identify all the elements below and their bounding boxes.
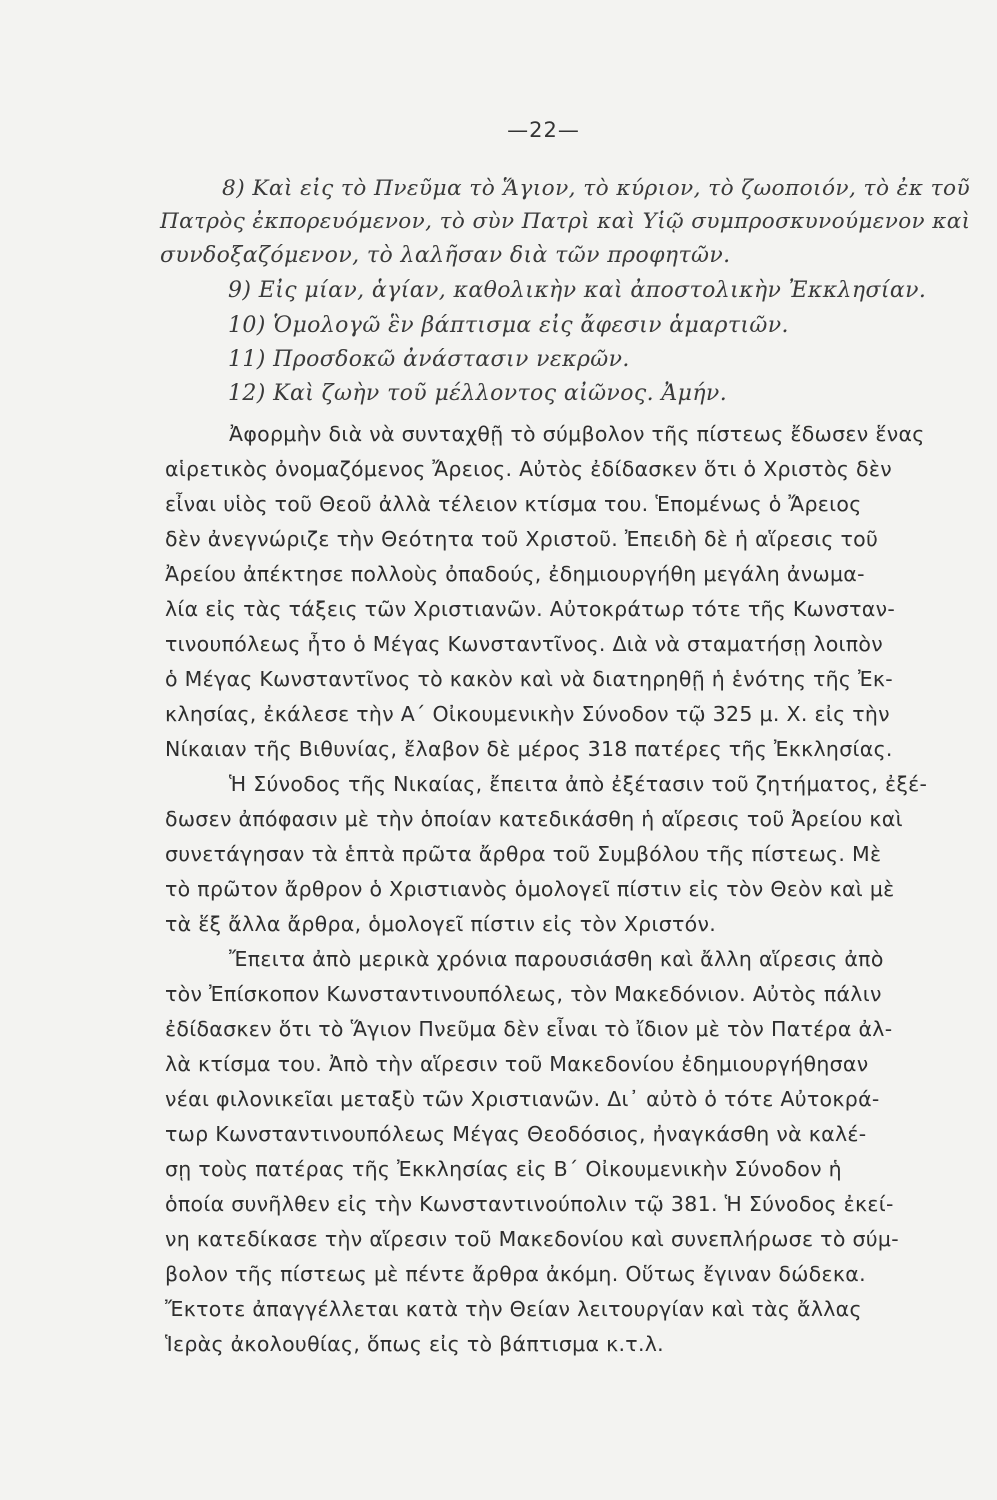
body-line: αἱρετικὸς ὀνομαζόμενος Ἄρειος. Αὐτὸς ἐδίδασκεν ὅτι ὁ Χριστὸς δὲν (165, 457, 892, 481)
body-line: ὁποία συνῆλθεν εἰς τὴν Κωνσταντινούπολιν τῷ 381. Ἡ Σύνοδος ἐκεί- (165, 1192, 894, 1216)
body-line: Ἱερὰς ἀκολουθίας, ὅπως εἰς τὸ βάπτισμα κ.τ.λ. (165, 1332, 665, 1356)
body-line: Ἔκτοτε ἀπαγγέλλεται κατὰ τὴν Θείαν λειτουργίαν καὶ τὰς ἄλλας (165, 1297, 862, 1321)
creed-line: Πατρὸς ἐκπορευόμενον, τὸ σὺν Πατρὶ καὶ Υἱῷ συμπροσκυνούμενον καὶ (160, 209, 971, 234)
body-line: τὸν Ἐπίσκοπον Κωνσταντινουπόλεως, τὸν Μακεδόνιον. Αὐτὸς πάλιν (165, 982, 882, 1006)
creed-line: 12) Καὶ ζωὴν τοῦ μέλλοντος αἰῶνος. Ἀμήν. (228, 381, 728, 406)
body-line: Ἀρείου ἀπέκτησε πολλοὺς ὀπαδούς, ἐδημιουργήθη μεγάλη ἀνωμα- (165, 562, 865, 586)
page-number: —22— (507, 118, 580, 142)
body-line: τὰ ἕξ ἄλλα ἄρθρα, ὁμολογεῖ πίστιν εἰς τὸν Χριστόν. (165, 912, 717, 936)
body-line: τὸ πρῶτον ἄρθρον ὁ Χριστιανὸς ὁμολογεῖ πίστιν εἰς τὸν Θεὸν καὶ μὲ (165, 877, 895, 901)
body-line: συνετάγησαν τὰ ἑπτὰ πρῶτα ἄρθρα τοῦ Συμβόλου τῆς πίστεως. Μὲ (165, 842, 882, 866)
body-line: βολον τῆς πίστεως μὲ πέντε ἄρθρα ἀκόμη. Οὕτως ἔγιναν δώδεκα. (165, 1262, 866, 1286)
body-line: Ἡ Σύνοδος τῆς Νικαίας, ἔπειτα ἀπὸ ἐξέτασιν τοῦ ζητήματος, ἐξέ- (229, 772, 928, 796)
body-line: νέαι φιλονικεῖαι μεταξὺ τῶν Χριστιανῶν. Δι᾽ αὐτὸ ὁ τότε Αὐτοκρά- (165, 1087, 880, 1111)
body-line: τωρ Κωνσταντινουπόλεως Μέγας Θεοδόσιος, ἠναγκάσθη νὰ καλέ- (165, 1122, 867, 1146)
body-line: εἶναι υἱὸς τοῦ Θεοῦ ἀλλὰ τέλειον κτίσμα του. Ἑπομένως ὁ Ἄρειος (165, 492, 862, 516)
body-line: λὰ κτίσμα του. Ἀπὸ τὴν αἵρεσιν τοῦ Μακεδονίου ἐδημιουργήθησαν (165, 1052, 869, 1076)
body-line: σῃ τοὺς πατέρας τῆς Ἐκκλησίας εἰς Β΄ Οἰκουμενικὴν Σύνοδον ἡ (165, 1157, 842, 1181)
body-line: ἐδίδασκεν ὅτι τὸ Ἅγιον Πνεῦμα δὲν εἶναι τὸ ἴδιον μὲ τὸν Πατέρα ἀλ- (165, 1017, 893, 1041)
body-line: τινουπόλεως ἦτο ὁ Μέγας Κωνσταντῖνος. Διὰ νὰ σταματήσῃ λοιπὸν (165, 632, 884, 656)
body-line: λία εἰς τὰς τάξεις τῶν Χριστιανῶν. Αὐτοκράτωρ τότε τῆς Κωνσταν- (165, 597, 896, 621)
body-line: δὲν ἀνεγνώριζε τὴν Θεότητα τοῦ Χριστοῦ. Ἐπειδὴ δὲ ἡ αἵρεσις τοῦ (165, 527, 879, 551)
creed-line: 8) Καὶ εἰς τὸ Πνεῦμα τὸ Ἅγιον, τὸ κύριον, τὸ ζωοποιόν, τὸ ἐκ τοῦ (222, 176, 971, 201)
body-line: ὁ Μέγας Κωνσταντῖνος τὸ κακὸν καὶ νὰ διατηρηθῇ ἡ ἑνότης τῆς Ἐκ- (165, 667, 894, 691)
creed-line: 11) Προσδοκῶ ἀνάστασιν νεκρῶν. (228, 347, 630, 372)
body-line: Νίκαιαν τῆς Βιθυνίας, ἔλαβον δὲ μέρος 318 πατέρες τῆς Ἐκκλησίας. (165, 737, 893, 761)
creed-line: 10) Ὁμολογῶ ἓν βάπτισμα εἰς ἄφεσιν ἁμαρτιῶν. (228, 313, 789, 338)
body-line: νη κατεδίκασε τὴν αἵρεσιν τοῦ Μακεδονίου καὶ συνεπλήρωσε τὸ σύμ- (165, 1227, 899, 1251)
body-line: Ἔπειτα ἀπὸ μερικὰ χρόνια παρουσιάσθη καὶ ἄλλη αἵρεσις ἀπὸ (229, 947, 884, 971)
creed-line: 9) Εἰς μίαν, ἁγίαν, καθολικὴν καὶ ἀποστολικὴν Ἐκκλησίαν. (228, 278, 927, 303)
creed-line: συνδοξαζόμενον, τὸ λαλῆσαν διὰ τῶν προφητῶν. (160, 243, 731, 268)
body-line: Ἀφορμὴν διὰ νὰ συνταχθῇ τὸ σύμβολον τῆς πίστεως ἔδωσεν ἕνας (229, 422, 925, 446)
body-line: κλησίας, ἐκάλεσε τὴν Α΄ Οἰκουμενικὴν Σύνοδον τῷ 325 μ. Χ. εἰς τὴν (165, 702, 890, 726)
body-line: δωσεν ἀπόφασιν μὲ τὴν ὁποίαν κατεδικάσθη ἡ αἵρεσις τοῦ Ἀρείου καὶ (165, 807, 903, 831)
